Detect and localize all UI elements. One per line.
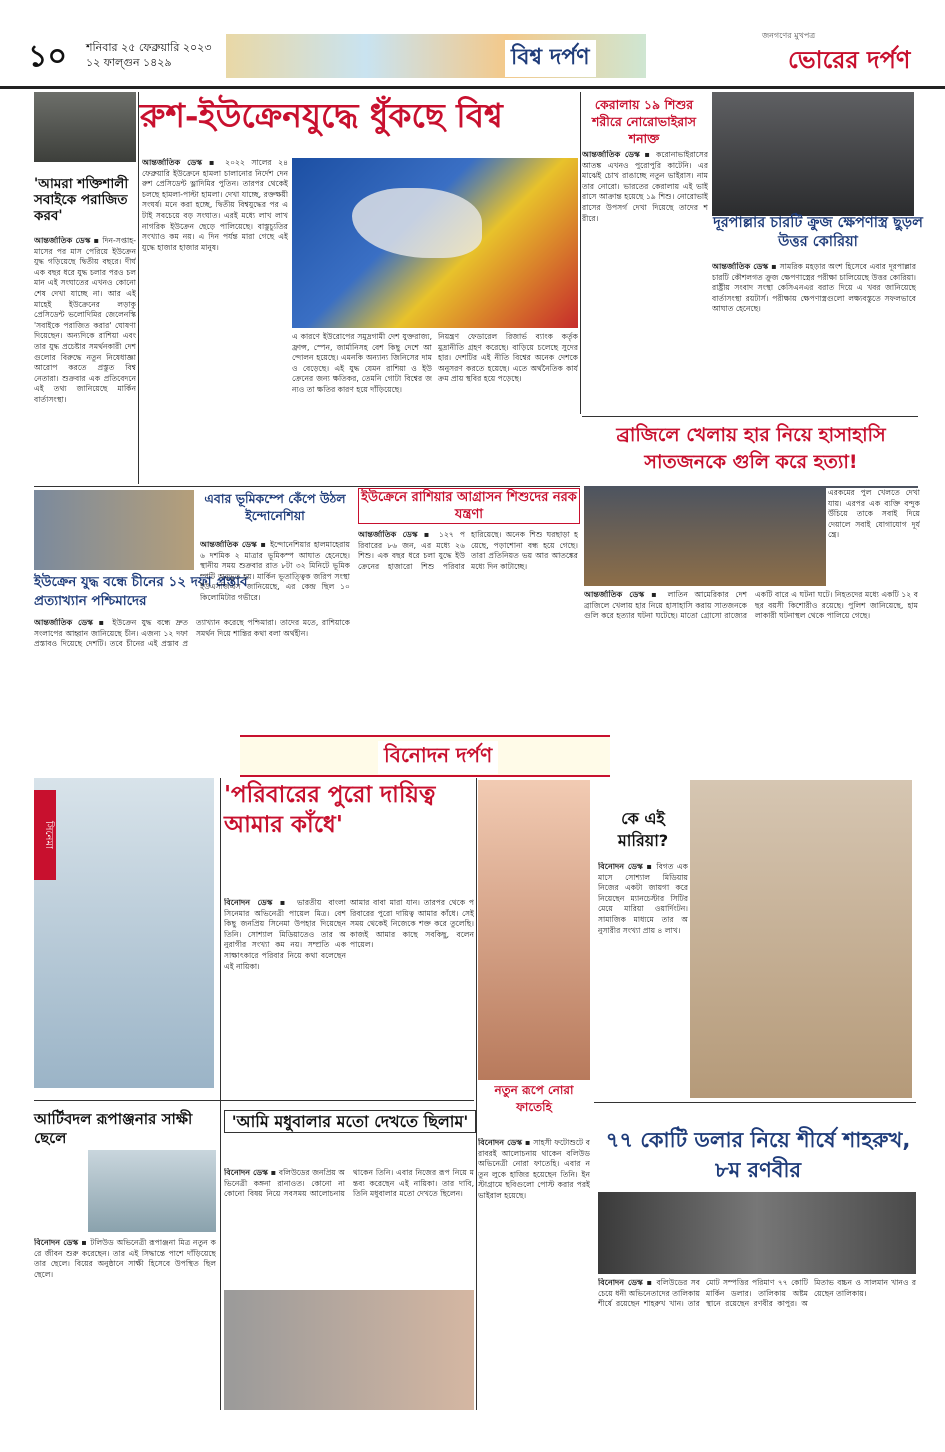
maria-headline: কে এই মারিয়া? bbox=[617, 809, 669, 850]
zelensky-photo bbox=[34, 92, 136, 162]
article-text: বলিউডের জনপ্রিয় অভিনেত্রী কঙ্গনা রানাওত। কোনো না কোনো বিষয় নিয়ে সবসময় আলোচনায় থাকেন তিনি। এবার নিজের রূপ নিয়ে মন্তব্য করেছেন এই নায়িকা। তার দাবি, তিনি মধুবালার মতো দেখতে ছিলেন। bbox=[224, 1168, 474, 1199]
pori-article-col2 bbox=[350, 898, 474, 1088]
maria-photo bbox=[690, 780, 912, 1098]
article-text: ১২৭ পরিবারের ৮৬ জন, এর মধ্যে ২৬ শিশু। এক বছর ধরে চলা যুদ্ধে ইউক্রেনের হাজারো শিশু পরিবার হারিয়েছে। অনেক শিশু ঘরছাড়া হয়েছে, পড়াশোনা বন্ধ হয়ে গেছে। তারা প্রতিনিয়ত ভয় আর আতঙ্কের মধ্যে দিন কাটাচ্ছে। bbox=[358, 530, 578, 571]
indonesia-article bbox=[200, 540, 350, 726]
column-divider bbox=[138, 92, 139, 484]
desk-label: বিনোদন ডেস্ক ▪ bbox=[598, 1278, 654, 1287]
actress-photo bbox=[34, 778, 214, 1088]
article-text: ইন্দোনেশিয়ার হালমাহেরায় ৬ দশমিক ২ মাত্রার ভূমিকম্প আঘাত হেনেছে। স্থানীয় সময় শুক্রবার রাত ৮টা ৩২ মিনিটে ভূমিকম্পটি অনুভূত হয়। মার্কিন ভূতাত্ত্বিক জরিপ সংস্থা ইউএসজিএস জানিয়েছে, এর কেন্দ্র ছিল ১০ কিলোমিটার গভীরে। bbox=[200, 540, 350, 602]
brand-logo: ভোরের দর্পণ bbox=[788, 45, 911, 74]
article-text: টলিউড অভিনেত্রী রূপাঞ্জনা মিত্র নতুন করে জীবন শুরু করেছেন। তার এই সিদ্ধান্তে পাশে দাঁড়িয়েছে তার ছেলে। বিয়ের অনুষ্ঠানে সাক্ষী হিসেবে উপস্থিত ছিল ছেলে। bbox=[34, 1238, 216, 1279]
desk-label: বিনোদন ডেস্ক ▪ bbox=[34, 1238, 88, 1247]
column-divider bbox=[476, 778, 477, 1410]
brand-tagline: জনগণের মুখপত্র bbox=[762, 31, 816, 40]
article-text: ২০২২ সালের ২৪ ফেব্রুয়ারি ইউক্রেনে হামলা চালানোর নির্দেশ দেন রুশ প্রেসিডেন্ট ভ্লাদিমির পুতিন। তারপর থেকেই চলছে হামলা-পাল্টা হামলা। দেখা যাচ্ছে, রক্তক্ষয়ী সংঘর্ষ। মনে করা হচ্ছে, দ্বিতীয় বিশ্বযুদ্ধের পর এটাই সবচেয়ে বড় সংঘাত। এরই মধ্যে লাখ লাখ নাগরিক ইউক্রেন ছেড়ে পালিয়েছে। বাস্তুচ্যুতির সংখ্যাও কম নয়। এ দিন পর্যন্ত মারা গেছে এই যুদ্ধে হাজার হাজার মানুষ। bbox=[142, 158, 288, 252]
desk-label: আন্তর্জাতিক ডেস্ক ▪ bbox=[34, 618, 108, 627]
article-text: সামরিক মহড়ার অংশ হিসেবে এবার দূরপাল্লার চারটি কৌশলগত ক্রুজ ক্ষেপণাস্ত্রের পরীক্ষা চালিয়েছে উত্তর কোরিয়া। রাষ্ট্রীয় সংবাদ সংস্থা কেসিএনএর বরাত দিয়ে এ খবর জানিয়েছে বার্তাসংস্থা রয়টার্স। পরীক্ষায় ক্ষেপণাস্ত্রগুলো লক্ষ্যবস্তুতে সফলভাবে আঘাত হেনেছে। bbox=[712, 262, 916, 314]
srk-headline: ৭৭ কোটি ডলার নিয়ে শীর্ষে শাহরুখ, ৮ম রণবীর bbox=[605, 1128, 911, 1182]
china-russia-leaders-photo bbox=[34, 490, 194, 570]
desk-label: আন্তর্জাতিক ডেস্ক ▪ bbox=[582, 150, 652, 159]
missile-launch-photo bbox=[712, 92, 914, 216]
main-article-col1 bbox=[142, 158, 288, 484]
kerala-article bbox=[582, 150, 708, 416]
row-divider bbox=[582, 416, 918, 417]
column-divider bbox=[220, 778, 221, 1410]
desk-label: বিনোদন ডেস্ক ▪ bbox=[598, 862, 653, 871]
abir-article bbox=[34, 1238, 216, 1410]
nora-headline: নতুন রূপে নোরা ফাতেহি bbox=[494, 1083, 574, 1114]
china-headline: ইউক্রেন যুদ্ধ বন্ধে চীনের ১২ দফা প্রস্তাব প্রত্যাখ্যান পশ্চিমাদের bbox=[34, 574, 248, 609]
desk-label: আন্তর্জাতিক ডেস্ক ▪ bbox=[712, 262, 778, 271]
article-text: বিগত এক মাসে সোশ্যাল মিডিয়ায় নিজের একটা জায়গা করে নিয়েছেন ম্যানচেস্টার সিটির মেয়ে মারিয়া ওয়ার্দিংটন। সামাজিক মাধ্যমে তার অনুসারীর সংখ্যা প্রায় ৪ লাখ। bbox=[598, 862, 688, 935]
child-headline: ইউক্রেনে রাশিয়ার আগ্রাসন শিশুদের নরক যন্ত্রণা bbox=[358, 488, 580, 524]
desk-label: আন্তর্জাতিক ডেস্ক ▪ bbox=[142, 158, 219, 167]
row-divider bbox=[34, 1100, 474, 1101]
row-divider bbox=[594, 1102, 916, 1103]
date-block bbox=[86, 40, 211, 70]
madhubala-headline: 'আমি মধুবালার মতো দেখতে ছিলাম' bbox=[224, 1110, 476, 1133]
kerala-headline: কেরালায় ১৯ শিশুর শরীরে নোরোভাইরাস শনাক্ত bbox=[592, 97, 696, 146]
cinema-tag: সিনেমা bbox=[34, 790, 56, 880]
korea-article bbox=[712, 262, 916, 412]
pori-article-col1 bbox=[224, 898, 346, 1088]
entertainment-section-title: বিনোদন দর্পণ bbox=[378, 741, 498, 774]
article-text: ভারতীয় বাংলা সিনেমার অভিনেত্রী পায়েল মিত্র। বেশ কিছু জনপ্রিয় সিনেমা উপহার দিয়েছেন তিনি। সোশ্যাল মিডিয়াতেও তার অনুরাগীর সংখ্যা কম নয়। সম্প্রতি এক সাক্ষাৎকারে পরিবার নিয়ে কথা বলেছেন এই নায়িকা। bbox=[224, 898, 346, 971]
brazil-headline: ব্রাজিলে খেলায় হার নিয়ে হাসাহাসি সাতজনকে গুলি করে হত্যা! bbox=[616, 424, 886, 473]
main-article-col3 bbox=[438, 332, 578, 482]
nora-photo bbox=[478, 780, 590, 1080]
srk-article bbox=[598, 1278, 916, 1412]
article-text: নিয়ন্ত্রণ ফেডারেল রিজার্ভ ব্যাংক কর্তৃক মুদ্রানীতি গ্রহণ করেছে। বাড়িয়ে চলেছে সুদের হার। দেশটির এই নীতি বিশ্বের অনেক দেশকে অনুসরণ করতে হয়েছে। এতে অর্থনৈতিক কার্যক্রম প্রায় স্থবির হয়ে পড়েছে। bbox=[438, 332, 578, 384]
child-article bbox=[358, 530, 578, 726]
desk-label: বিনোদন ডেস্ক ▪ bbox=[224, 898, 290, 907]
desk-label: আন্তর্জাতিক ডেস্ক ▪ bbox=[584, 590, 661, 599]
column-divider bbox=[580, 92, 581, 414]
brazil-article-side bbox=[826, 488, 920, 586]
indonesia-headline: এবার ভূমিকম্পে কেঁপে উঠল ইন্দোনেশিয়া bbox=[204, 491, 346, 523]
main-article-col2 bbox=[292, 332, 432, 482]
desk-label: বিনোদন ডেস্ক ▪ bbox=[478, 1138, 531, 1147]
zelensky-article bbox=[34, 236, 136, 482]
article-text: বলিউডের সবচেয়ে ধনী অভিনেতাদের তালিকায় শীর্ষে রয়েছেন শাহরুখ খান। তার মোট সম্পত্তির পরিমাণ ৭৭ কোটি মার্কিন ডলার। তালিকায় অষ্টম স্থানে রয়েছেন রণবীর কাপুর। অমিতাভ বচ্চন ও সালমান খানও রয়েছেন তালিকায়। bbox=[598, 1278, 916, 1309]
date-line-bengali: ১২ ফাল্গুন ১৪২৯ bbox=[86, 56, 172, 69]
madhubala-article bbox=[224, 1168, 474, 1286]
article-text: করোনাভাইরাসের আতঙ্ক এখনও পুরোপুরি কাটেনি। এর মাঝেই চোখ রাঙাচ্ছে নতুন ভাইরাস। নাম তার নোরো। ভারতের কেরালায় এই ভাইরাসে আক্রান্ত হয়েছে ১৯ শিশু। নোরোভাইরাসের উপসর্গ দেখা দিয়েছে তাদের শরীরে। bbox=[582, 150, 708, 223]
world-map-chart-image bbox=[292, 158, 578, 328]
article-text: লাতিন আমেরিকার দেশ ব্রাজিলে খেলায় হার নিয়ে হাসাহাসি করায় সাতজনকে গুলি করে হত্যার ঘটনা ঘটেছে। মাতো গ্রোসো রাজ্যের একটি বারে এ ঘটনা ঘটে। নিহতদের মধ্যে একটি ১২ বছর বয়সী কিশোরীও রয়েছে। পুলিশ জানিয়েছে, হামলাকারী ঘটনাস্থল থেকে পালিয়ে গেছে। bbox=[584, 590, 918, 621]
main-headline: রুশ-ইউক্রেনযুদ্ধে ধুঁকছে বিশ্ব bbox=[140, 96, 503, 135]
desk-label: বিনোদন ডেস্ক ▪ bbox=[224, 1168, 277, 1177]
couple-photo bbox=[88, 1150, 216, 1232]
nora-article bbox=[478, 1138, 590, 1408]
article-text: এরকমের পুল খেলতে দেখা যায়। এরপর এক ব্যক্তি বন্দুক উঁচিয়ে তাকে সবাই দিয়ে দেয়ালে সবাই যোগাযোগ দূর্যন্ত্রে। bbox=[828, 488, 920, 540]
section-title: বিশ্ব দর্পণ bbox=[505, 40, 596, 77]
article-text: সাহসী ফটোশুটে বরাবরই আলোচনায় থাকেন বলিউড অভিনেত্রী নোরা ফাতেহি। এবার নতুন লুকে হাজির হয়েছেন তিনি। ইনস্টাগ্রামে ছবিগুলো পোস্ট করার পরই ভাইরাল হয়েছে। bbox=[478, 1138, 590, 1200]
date-line: শনিবার ২৫ ফেব্রুয়ারি ২০২৩ bbox=[86, 41, 212, 54]
madhubala-kangana-photo bbox=[224, 1290, 474, 1410]
article-text: আমার বাবা মারা যান। তারপর থেকে পরিবারের পুরো দায়িত্ব আমার কাঁধে। সেই সময় থেকেই নিজেকে শক্ত করে তুলেছি। কাজই আমার কাছে সবকিছু, বলেন পায়েল। bbox=[350, 898, 474, 950]
row-divider bbox=[34, 486, 580, 487]
pori-headline: 'পরিবারের পুরো দায়িত্ব আমার কাঁধে' bbox=[224, 781, 436, 838]
desk-label: আন্তর্জাতিক ডেস্ক ▪ bbox=[34, 236, 100, 245]
article-text: এ কারণে ইউরোপের সমুদ্রগামী দেশ যুক্তরাজ্য, ফ্রান্স, স্পেন, জার্মানিসহ বেশ কিছু দেশে আন্দোলন হয়েছে। এমনকি অন্যান্য জিনিসের দামও বেড়েছে। এই যুদ্ধ যেমন রাশিয়া ও ইউক্রেনের জন্য ক্ষতিকর, তেমনি গোটা বিশ্বের জন্যও তা ক্ষতির কারণ হয়ে দাঁড়িয়েছে। bbox=[292, 332, 432, 394]
page-number: ১০ bbox=[28, 39, 67, 74]
korea-headline: দূরপাল্লার চারটি ক্রুজ ক্ষেপণাস্ত্র ছুড়ল উত্তর কোরিয়া bbox=[713, 215, 923, 250]
abir-headline: আর্টিবদল রূপাঞ্জনার সাক্ষী ছেলে bbox=[34, 1110, 193, 1147]
brazil-article bbox=[584, 590, 918, 726]
desk-label: আন্তর্জাতিক ডেস্ক ▪ bbox=[358, 530, 433, 539]
zelensky-quote-headline: 'আমরা শক্তিশালী সবাইকে পরাজিত করব' bbox=[34, 176, 129, 224]
desk-label: আন্তর্জাতিক ডেস্ক ▪ bbox=[200, 540, 267, 549]
article-text: দিন-সপ্তাহ-মাসের পর মাস পেরিয়ে ইউক্রেন যুদ্ধ গড়িয়েছে দ্বিতীয় বছরে। দীর্ঘ এক বছর ধরে যুদ্ধ চলার পরও চলমান এই সংঘাতের এখনও কোনো শেষ দেখা যাচ্ছে না। আর এই মাহেই ইউক্রেনের লড়াকু প্রেসিডেন্ট ভলোদিমির জেলেনস্কি 'সবাইকে পরাজিত করার' ঘোষণা দিয়েছেন। অন্যদিকে রাশিয়া এবং তার যুদ্ধ প্রচেষ্টার সমর্থনকারী দেশগুলোর বিরুদ্ধে নতুন নিষেধাজ্ঞা আরোপ করতে প্রস্তুত বিশ্ব নেতারা। শুক্রবার এক প্রতিবেদনে এই তথ্য জানিয়েছে মার্কিন বার্তাসংস্থা। bbox=[34, 236, 136, 404]
maria-article bbox=[598, 862, 688, 1098]
article-text: ইউক্রেন যুদ্ধ বন্ধে দ্রুত সংলাপের আহ্বান জানিয়েছে চীন। এজন্য ১২ দফা প্রস্তাবও দিয়েছে দেশটি। তবে চীনের এই প্রস্তাব প্রত্যাখ্যান করেছে পশ্চিমারা। তাদের মতে, রাশিয়াকে সমর্থন দিয়ে শান্তির কথা বলা অর্থহীন। bbox=[34, 618, 350, 649]
actors-photo bbox=[598, 1192, 916, 1274]
